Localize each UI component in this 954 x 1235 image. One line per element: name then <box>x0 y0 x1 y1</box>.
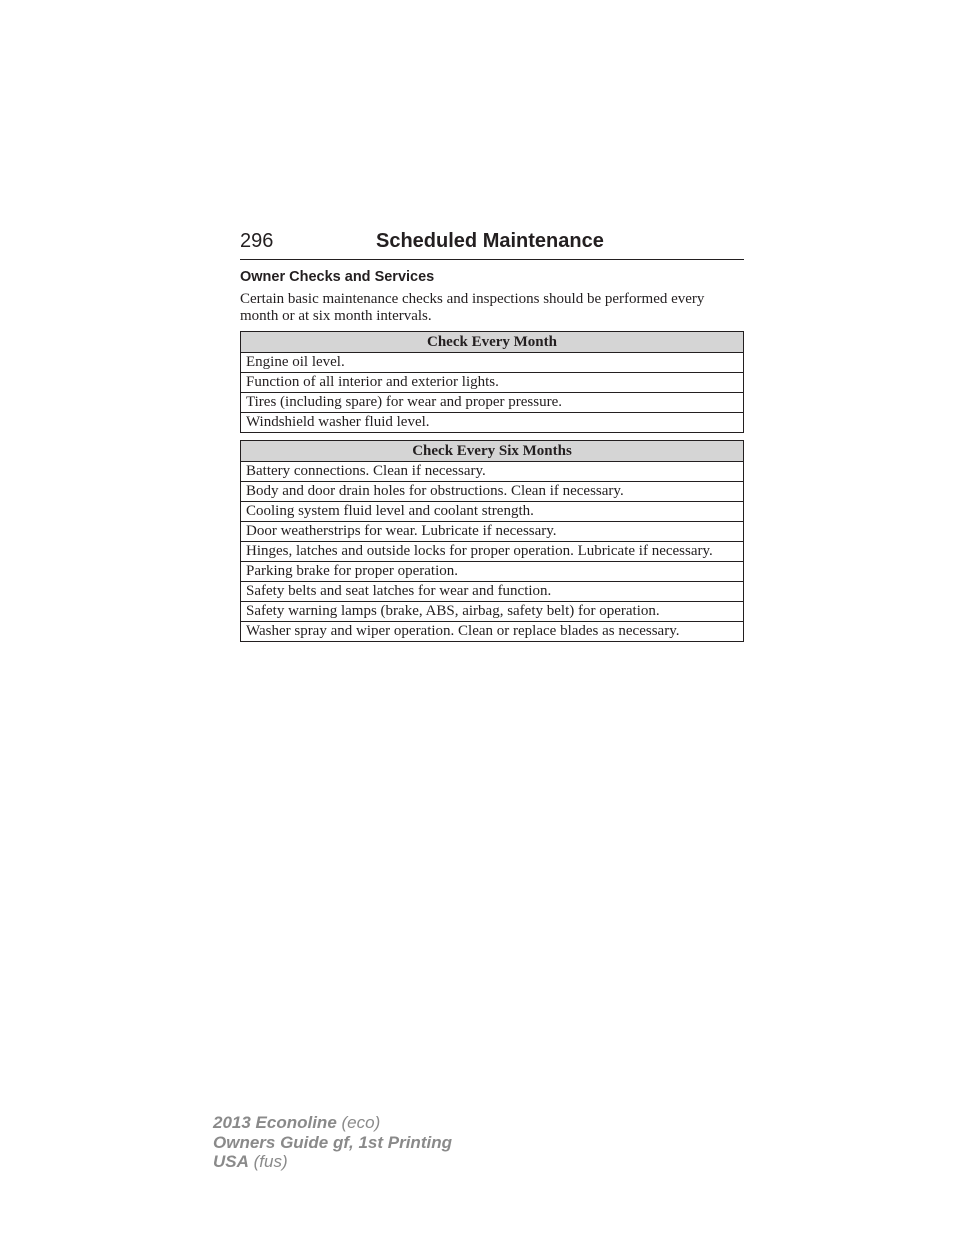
table-row <box>241 562 744 582</box>
table-cell: Parking brake for proper operation. <box>241 562 744 582</box>
table-cell: Engine oil level. <box>241 353 744 373</box>
table-row <box>241 373 744 393</box>
footer-guide: Owners Guide gf, 1st Printing <box>213 1132 452 1152</box>
page-header <box>240 228 744 260</box>
table-cell: Safety belts and seat latches for wear and function. <box>241 582 744 602</box>
footer-line <box>213 1113 452 1133</box>
table-row <box>241 462 744 482</box>
table-cell: Safety warning lamps (brake, ABS, airbag, safety belt) for operation. <box>241 602 744 622</box>
table-header-row <box>241 441 744 462</box>
table-cell: Body and door drain holes for obstructions. Clean if necessary. <box>241 482 744 502</box>
table-row <box>241 622 744 642</box>
footer-market: USA <box>213 1152 249 1171</box>
monthly-checks-table <box>240 331 744 433</box>
print-footer <box>213 1113 452 1172</box>
table-cell: Washer spray and wiper operation. Clean or replace blades as necessary. <box>241 622 744 642</box>
table-cell: Door weatherstrips for wear. Lubricate if necessary. <box>241 522 744 542</box>
table-cell: Hinges, latches and outside locks for proper operation. Lubricate if necessary. <box>241 542 744 562</box>
table-cell: Tires (including spare) for wear and proper pressure. <box>241 393 744 413</box>
footer-line <box>213 1133 452 1153</box>
table-row <box>241 502 744 522</box>
table-cell: Battery connections. Clean if necessary. <box>241 462 744 482</box>
intro-paragraph: Certain basic maintenance checks and inspections should be performed every month or at six month intervals. <box>240 291 705 324</box>
page-number: 296 <box>240 230 274 252</box>
table-row <box>241 413 744 433</box>
table-row <box>241 353 744 373</box>
table-row <box>241 582 744 602</box>
footer-market-code: (fus) <box>248 1152 288 1171</box>
section-heading: Owner Checks and Services <box>240 269 435 285</box>
table-row <box>241 542 744 562</box>
table-cell: Function of all interior and exterior lights. <box>241 373 744 393</box>
chapter-title: Scheduled Maintenance <box>376 230 604 252</box>
table-row <box>241 393 744 413</box>
table-row <box>241 522 744 542</box>
footer-line <box>213 1152 452 1172</box>
table-header: Check Every Month <box>241 332 744 353</box>
table-header-row <box>241 332 744 353</box>
table-header: Check Every Six Months <box>241 441 744 462</box>
table-cell: Cooling system fluid level and coolant strength. <box>241 502 744 522</box>
footer-model-code: (eco) <box>336 1113 381 1132</box>
footer-model: 2013 Econoline <box>213 1113 337 1132</box>
six-month-checks-table <box>240 440 744 642</box>
table-row <box>241 482 744 502</box>
table-row <box>241 602 744 622</box>
table-cell: Windshield washer fluid level. <box>241 413 744 433</box>
